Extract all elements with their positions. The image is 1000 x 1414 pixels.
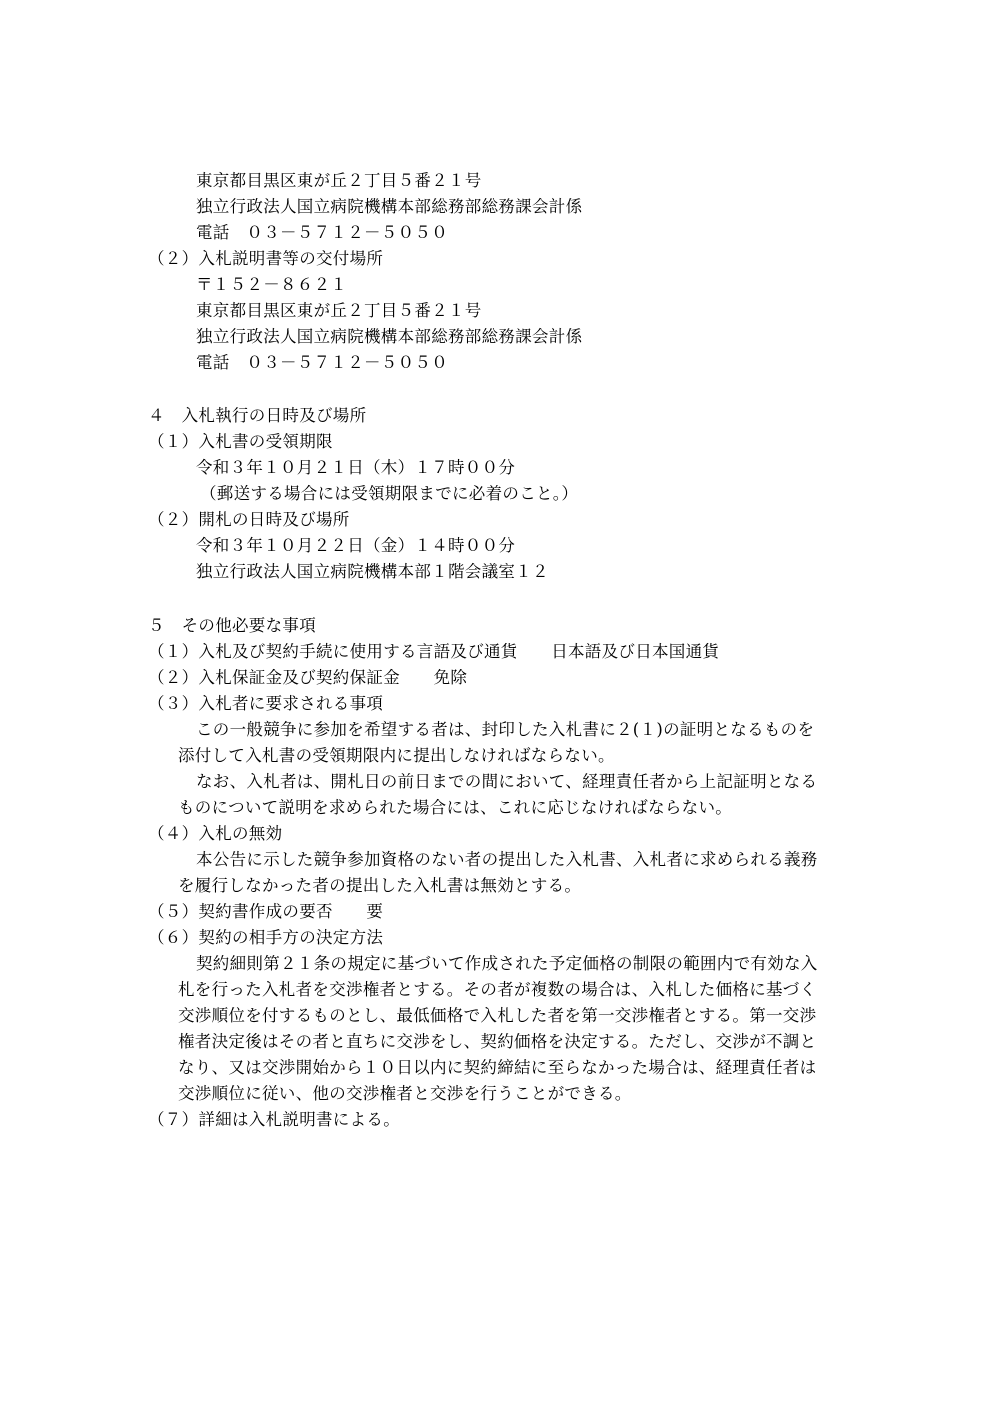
text-line: 令和３年１０月２２日（金）１４時００分 (196, 536, 516, 555)
text-line: （郵送する場合には受領期限までに必着のこと。） (200, 484, 579, 503)
text-line: （２）入札保証金及び契約保証金 免除 (148, 668, 468, 687)
text-line: 東京都目黒区東が丘２丁目５番２１号 (196, 171, 482, 190)
text-line: ４ 入札執行の日時及び場所 (148, 406, 367, 425)
text-line: 本公告に示した競争参加資格のない者の提出した入札書、入札者に求められる義務 (196, 850, 818, 869)
text-line: 交渉順位に従い、他の交渉権者と交渉を行うことができる。 (178, 1084, 632, 1103)
text-line: ５ その他必要な事項 (148, 616, 316, 635)
text-line: （５）契約書作成の要否 要 (148, 902, 384, 921)
text-line: （１）入札及び契約手続に使用する言語及び通貨 日本語及び日本国通貨 (148, 642, 720, 661)
text-line: （７）詳細は入札説明書による。 (148, 1110, 400, 1129)
text-line: （１）入札書の受領期限 (148, 432, 333, 451)
text-line: 電話 ０３－５７１２－５０５０ (196, 353, 448, 372)
text-line: を履行しなかった者の提出した入札書は無効とする。 (178, 876, 582, 895)
text-line: 〒１５２－８６２１ (196, 275, 348, 294)
text-line: （２）開札の日時及び場所 (148, 510, 350, 529)
text-line: 東京都目黒区東が丘２丁目５番２１号 (196, 301, 482, 320)
text-line: 電話 ０３－５７１２－５０５０ (196, 223, 448, 242)
text-line: 独立行政法人国立病院機構本部総務部総務課会計係 (196, 197, 583, 216)
text-line: （２）入札説明書等の交付場所 (148, 249, 384, 268)
text-line: （４）入札の無効 (148, 824, 283, 843)
text-line: この一般競争に参加を希望する者は、封印した入札書に２(１)の証明となるものを (196, 720, 815, 739)
text-line: 札を行った入札者を交渉権者とする。その者が複数の場合は、入札した価格に基づく (178, 980, 817, 999)
text-line: 契約細則第２１条の規定に基づいて作成された予定価格の制限の範囲内で有効な入 (196, 954, 818, 973)
text-line: 独立行政法人国立病院機構本部総務部総務課会計係 (196, 327, 583, 346)
text-line: 添付して入札書の受領期限内に提出しなければならない。 (178, 746, 615, 765)
text-line: ものについて説明を求められた場合には、これに応じなければならない。 (178, 798, 733, 817)
text-line: （６）契約の相手方の決定方法 (148, 928, 384, 947)
text-line: 令和３年１０月２１日（木）１７時００分 (196, 458, 516, 477)
text-line: 交渉順位を付するものとし、最低価格で入札した者を第一交渉権者とする。第一交渉 (178, 1006, 817, 1025)
text-line: なお、入札者は、開札日の前日までの間において、経理責任者から上記証明となる (196, 772, 818, 791)
text-line: 権者決定後はその者と直ちに交渉をし、契約価格を決定する。ただし、交渉が不調と (178, 1032, 817, 1051)
text-line: （３）入札者に要求される事項 (148, 694, 384, 713)
text-line: なり、又は交渉開始から１０日以内に契約締結に至らなかった場合は、経理責任者は (178, 1058, 817, 1077)
text-line: 独立行政法人国立病院機構本部１階会議室１２ (196, 562, 549, 581)
